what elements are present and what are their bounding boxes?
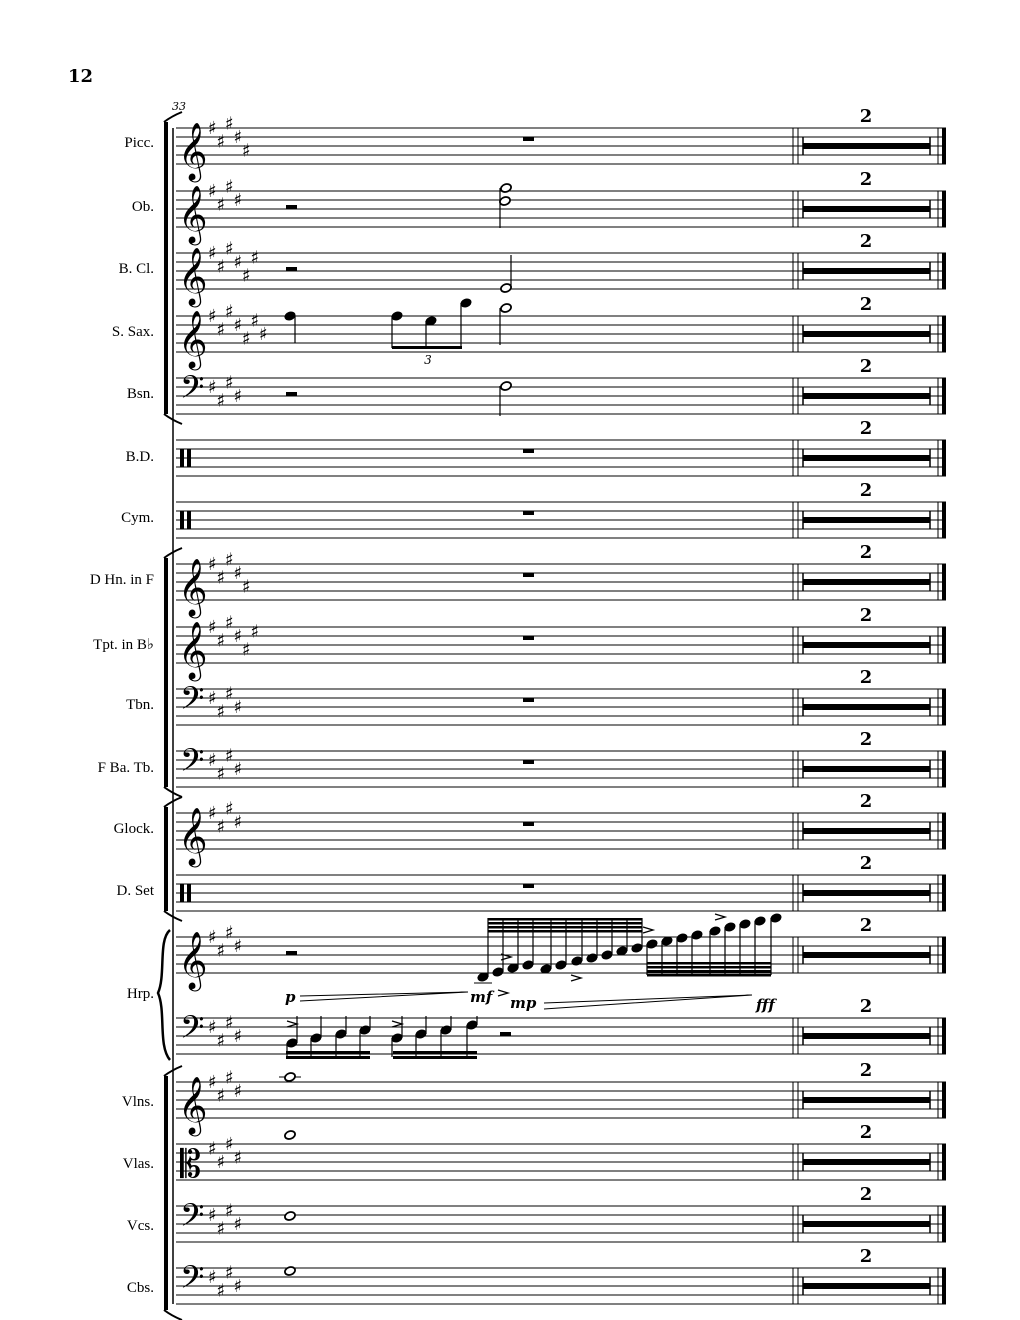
sharp-sign: ♯ — [233, 127, 243, 148]
sharp-sign: ♯ — [216, 567, 226, 589]
whole-rest — [523, 760, 534, 764]
instrument-label-ssax: S. Sax. — [111, 324, 154, 340]
sharp-sign: ♯ — [216, 630, 226, 652]
sharp-sign: ♯ — [233, 252, 243, 273]
multimeasure-rest-count: 2 — [859, 667, 873, 688]
multimeasure-rest-count: 2 — [859, 1122, 873, 1143]
staff-picc — [176, 106, 946, 183]
multimeasure-rest — [803, 1159, 930, 1165]
multimeasure-rest-count: 2 — [859, 1246, 873, 1267]
multimeasure-rest-count: 2 — [859, 480, 873, 501]
sharp-sign: ♯ — [225, 683, 234, 705]
sharp-sign: ♯ — [242, 639, 251, 661]
sharp-sign: ♯ — [208, 243, 217, 264]
percussion-clef — [187, 449, 191, 467]
bass-clef: 𝄢 — [180, 1009, 205, 1053]
sharp-sign: ♯ — [208, 118, 217, 139]
instrument-label-hrp1: Hrp. — [126, 986, 154, 1002]
multimeasure-rest — [803, 143, 930, 149]
multimeasure-rest — [803, 1221, 930, 1227]
beam — [393, 1056, 477, 1059]
harp-note — [440, 1025, 452, 1036]
beam — [647, 974, 771, 977]
multimeasure-rest — [803, 704, 930, 710]
harp-note — [359, 1025, 371, 1036]
final-barline — [942, 1082, 946, 1118]
multimeasure-rest — [803, 766, 930, 772]
staff-tpt — [176, 605, 946, 682]
beam — [286, 1051, 370, 1054]
instrument-label-cbs: Cbs. — [126, 1280, 154, 1296]
accent-mark — [287, 1021, 297, 1027]
sharp-sign: ♯ — [233, 626, 243, 647]
sharp-sign: ♯ — [216, 816, 226, 838]
harp-note — [770, 913, 782, 924]
sharp-sign: ♯ — [216, 940, 226, 962]
bracket-bar — [164, 807, 168, 911]
staff-hn — [176, 542, 946, 619]
sharp-sign: ♯ — [208, 306, 217, 327]
sharp-sign: ♯ — [225, 798, 234, 820]
beam — [392, 346, 462, 349]
multimeasure-rest-count: 2 — [859, 106, 873, 127]
soprano-sax-note — [284, 311, 296, 322]
sharp-sign: ♯ — [208, 181, 217, 202]
oboe-note — [499, 196, 511, 207]
violas-note — [284, 1130, 296, 1141]
sharp-sign: ♯ — [208, 1017, 217, 1038]
sharp-sign: ♯ — [233, 936, 243, 957]
sharp-sign: ♯ — [233, 190, 243, 211]
sharp-sign: ♯ — [233, 1026, 243, 1047]
sharp-sign: ♯ — [216, 701, 226, 723]
sharp-sign: ♯ — [208, 1267, 217, 1288]
harp-brace — [158, 930, 170, 1060]
sharp-sign: ♯ — [216, 319, 226, 341]
dynamic-p: p — [285, 988, 296, 1006]
percussion-clef — [187, 511, 191, 529]
sharp-sign: ♯ — [216, 256, 226, 278]
bassoon-note — [500, 381, 512, 392]
whole-rest — [523, 698, 534, 702]
instrument-label-picc: Picc. — [124, 135, 154, 151]
accent-mark — [392, 1021, 402, 1027]
final-barline — [942, 1144, 946, 1180]
harp-note — [646, 939, 658, 950]
oboe-note — [500, 183, 512, 194]
final-barline — [942, 316, 946, 352]
sharp-sign: ♯ — [208, 1205, 217, 1226]
harp-note — [631, 943, 643, 954]
beam — [488, 918, 642, 921]
staff-cym — [176, 480, 946, 538]
whole-rest — [523, 822, 534, 826]
sharp-sign: ♯ — [225, 922, 234, 944]
multimeasure-rest-count: 2 — [859, 853, 873, 874]
percussion-clef — [187, 884, 191, 902]
half-rest — [286, 392, 297, 396]
multimeasure-rest — [803, 828, 930, 834]
whole-rest — [523, 573, 534, 577]
sharp-sign: ♯ — [208, 688, 217, 709]
bass-clef: 𝄢 — [180, 742, 205, 786]
sharp-sign: ♯ — [216, 131, 226, 153]
treble-clef: 𝄞 — [178, 807, 208, 865]
bracket-bar — [164, 1076, 168, 1310]
half-rest — [500, 1032, 511, 1036]
harp-note — [335, 1029, 347, 1040]
violins-note — [284, 1072, 296, 1083]
page-number: 12 — [68, 66, 94, 87]
instrument-label-glock: Glock. — [113, 821, 154, 837]
final-barline — [942, 564, 946, 600]
percussion-clef — [180, 511, 184, 529]
instrument-label-vlns: Vlns. — [121, 1094, 154, 1110]
percussion-clef — [180, 884, 184, 902]
triplet-number: 3 — [424, 353, 432, 367]
multimeasure-rest — [803, 1033, 930, 1039]
harp-note — [571, 956, 583, 967]
sharp-sign: ♯ — [208, 554, 217, 575]
multimeasure-rest — [803, 268, 930, 274]
sharp-sign: ♯ — [225, 612, 234, 634]
sharp-sign: ♯ — [216, 763, 226, 785]
sharp-sign: ♯ — [216, 1030, 226, 1052]
sharp-sign: ♯ — [250, 310, 260, 332]
beam — [488, 922, 642, 925]
sharp-sign: ♯ — [250, 621, 260, 643]
final-barline — [942, 1268, 946, 1304]
harp-note — [754, 916, 766, 927]
bass-clef: 𝄢 — [180, 1197, 205, 1241]
bracket-bar — [164, 558, 168, 787]
multimeasure-rest — [803, 1097, 930, 1103]
harp-note — [601, 950, 613, 961]
sharp-sign: ♯ — [216, 1280, 226, 1302]
final-barline — [942, 191, 946, 227]
final-barline — [942, 937, 946, 973]
percussion-clef — [180, 449, 184, 467]
whole-rest — [523, 449, 534, 453]
accent-mark — [715, 914, 725, 920]
measure-number: 33 — [172, 100, 186, 113]
sharp-sign: ♯ — [225, 549, 234, 571]
dynamic-fff: fff — [756, 996, 775, 1014]
cellos-note — [284, 1211, 296, 1222]
staff-dset — [176, 853, 946, 911]
multimeasure-rest — [803, 1283, 930, 1289]
multimeasure-rest-count: 2 — [859, 791, 873, 812]
sharp-sign: ♯ — [225, 1200, 234, 1222]
multimeasure-rest-count: 2 — [859, 294, 873, 315]
harp-note — [391, 1033, 403, 1044]
sharp-sign: ♯ — [208, 377, 217, 398]
beam — [647, 962, 771, 965]
bass-clarinet-note — [500, 283, 512, 294]
beam — [488, 930, 642, 933]
whole-rest — [523, 137, 534, 141]
multimeasure-rest — [803, 642, 930, 648]
multimeasure-rest — [803, 393, 930, 399]
bracket-tip — [164, 1310, 182, 1320]
harp-note — [724, 922, 736, 933]
sharp-sign: ♯ — [242, 576, 251, 598]
crescendo-hairpin — [544, 995, 752, 1009]
whole-rest — [523, 511, 534, 515]
half-rest — [286, 267, 297, 271]
multimeasure-rest — [803, 455, 930, 461]
sharp-sign: ♯ — [225, 1012, 234, 1034]
sharp-sign: ♯ — [208, 1138, 217, 1160]
final-barline — [942, 253, 946, 289]
sharp-sign: ♯ — [225, 1262, 234, 1284]
accent-mark — [643, 927, 653, 933]
treble-clef: 𝄞 — [178, 247, 208, 305]
staff-bd — [176, 418, 946, 476]
multimeasure-rest-count: 2 — [859, 729, 873, 750]
multimeasure-rest — [803, 331, 930, 337]
instrument-label-cym: Cym. — [121, 510, 154, 526]
final-barline — [942, 440, 946, 476]
final-barline — [942, 627, 946, 663]
sharp-sign: ♯ — [208, 803, 217, 824]
multimeasure-rest — [803, 517, 930, 523]
sharp-sign: ♯ — [233, 1276, 243, 1297]
sharp-sign: ♯ — [233, 759, 243, 780]
multimeasure-rest-count: 2 — [859, 542, 873, 563]
harp-note — [739, 919, 751, 930]
instrument-label-vcs: Vcs. — [126, 1218, 154, 1234]
beam — [286, 1056, 370, 1059]
sharp-sign: ♯ — [233, 1214, 243, 1235]
multimeasure-rest-count: 2 — [859, 231, 873, 252]
multimeasure-rest-count: 2 — [859, 356, 873, 377]
bass-clef: 𝄢 — [180, 1259, 205, 1303]
multimeasure-rest — [803, 206, 930, 212]
half-rest — [286, 951, 297, 955]
staff-glock — [176, 791, 946, 868]
sharp-sign: ♯ — [225, 372, 234, 394]
multimeasure-rest-count: 2 — [859, 996, 873, 1017]
multimeasure-rest — [803, 952, 930, 958]
treble-clef: 𝄞 — [178, 1076, 208, 1134]
soprano-sax-note — [391, 311, 403, 322]
multimeasure-rest — [803, 890, 930, 896]
crescendo-hairpin — [300, 992, 468, 1001]
soprano-sax-note — [460, 298, 472, 309]
treble-clef: 𝄞 — [178, 931, 208, 989]
staff-tbn — [176, 667, 946, 725]
final-barline — [942, 1206, 946, 1242]
beam — [393, 1051, 477, 1054]
final-barline — [942, 689, 946, 725]
sharp-sign: ♯ — [233, 1081, 243, 1102]
final-barline — [942, 378, 946, 414]
sharp-sign: ♯ — [225, 176, 234, 198]
bracket-bar — [164, 122, 168, 414]
staff-vlns — [176, 1060, 946, 1137]
sharp-sign: ♯ — [216, 1218, 226, 1240]
sharp-sign: ♯ — [225, 745, 234, 767]
whole-rest — [523, 636, 534, 640]
multimeasure-rest-count: 2 — [859, 418, 873, 439]
sharp-sign: ♯ — [242, 265, 251, 287]
sharp-sign: ♯ — [242, 140, 251, 162]
final-barline — [942, 813, 946, 849]
harp-note — [522, 960, 534, 971]
harp-note — [492, 967, 504, 978]
dynamic-mf: mf — [470, 988, 493, 1006]
bracket-tip — [164, 112, 182, 122]
instrument-label-vlas: Vlas. — [122, 1156, 154, 1172]
staff-fbtb — [176, 729, 946, 787]
instrument-label-bcl: B. Cl. — [118, 261, 154, 277]
multimeasure-rest — [803, 579, 930, 585]
beam — [488, 926, 642, 929]
sharp-sign: ♯ — [208, 750, 217, 771]
sharp-sign: ♯ — [233, 563, 243, 584]
accent-mark — [498, 990, 508, 996]
treble-clef: 𝄞 — [178, 558, 208, 616]
final-barline — [942, 1018, 946, 1054]
sharp-sign: ♯ — [208, 927, 217, 948]
harp-note — [555, 960, 567, 971]
final-barline — [942, 875, 946, 911]
sharp-sign: ♯ — [233, 697, 243, 718]
multimeasure-rest-count: 2 — [859, 605, 873, 626]
harp-note — [709, 926, 721, 937]
instrument-label-ob: Ob. — [131, 199, 154, 215]
treble-clef: 𝄞 — [178, 310, 208, 368]
sharp-sign: ♯ — [225, 301, 234, 323]
bass-clef: 𝄢 — [180, 680, 205, 724]
sharp-sign: ♯ — [208, 1072, 217, 1093]
accent-mark — [571, 975, 581, 981]
instrument-label-hn: D Hn. in F — [89, 572, 154, 588]
treble-clef: 𝄞 — [178, 185, 208, 243]
multimeasure-rest-count: 2 — [859, 915, 873, 936]
instrument-label-tpt: Tpt. in B♭ — [93, 637, 154, 653]
sharp-sign: ♯ — [250, 247, 260, 269]
instrument-label-tbn: Tbn. — [126, 697, 154, 713]
whole-rest — [523, 884, 534, 888]
harp-note — [415, 1029, 427, 1040]
sharp-sign: ♯ — [233, 315, 243, 336]
harp-note — [466, 1020, 478, 1031]
harp-note — [286, 1038, 298, 1049]
bass-clef: 𝄢 — [180, 369, 205, 413]
instrument-label-bsn: Bsn. — [126, 386, 154, 402]
treble-clef: 𝄞 — [178, 621, 208, 679]
dynamic-mp: mp — [510, 994, 537, 1012]
treble-clef: 𝄞 — [178, 122, 208, 180]
sharp-sign: ♯ — [225, 238, 234, 260]
sharp-sign: ♯ — [233, 1147, 243, 1169]
sharp-sign: ♯ — [242, 328, 251, 350]
beam — [647, 966, 771, 969]
harp-note — [676, 933, 688, 944]
multimeasure-rest-count: 2 — [859, 1184, 873, 1205]
multimeasure-rest-count: 2 — [859, 169, 873, 190]
sharp-sign: ♯ — [216, 390, 226, 412]
sharp-sign: ♯ — [225, 1067, 234, 1089]
sharp-sign: ♯ — [216, 1085, 226, 1107]
harp-note — [691, 930, 703, 941]
soprano-sax-note — [500, 303, 512, 314]
final-barline — [942, 751, 946, 787]
instrument-label-dset: D. Set — [116, 883, 154, 899]
harp-note — [586, 953, 598, 964]
instrument-label-bd: B.D. — [125, 449, 154, 465]
beam — [647, 970, 771, 973]
sharp-sign: ♯ — [259, 324, 268, 345]
sharp-sign: ♯ — [216, 194, 226, 216]
sharp-sign: ♯ — [225, 1134, 234, 1155]
sharp-sign: ♯ — [225, 113, 234, 135]
staff-ssax — [176, 294, 946, 371]
sharp-sign: ♯ — [233, 812, 243, 833]
harp-note — [310, 1033, 322, 1044]
sharp-sign: ♯ — [216, 1152, 226, 1173]
basses-note — [284, 1266, 296, 1277]
half-rest — [286, 205, 297, 209]
final-barline — [942, 128, 946, 164]
sharp-sign: ♯ — [208, 617, 217, 638]
alto-clef: 𝄡 — [180, 1142, 202, 1186]
sharp-sign: ♯ — [233, 386, 243, 407]
final-barline — [942, 502, 946, 538]
staff-bsn — [176, 356, 946, 414]
instrument-label-fbtb: F Ba. Tb. — [97, 760, 154, 776]
multimeasure-rest-count: 2 — [859, 1060, 873, 1081]
